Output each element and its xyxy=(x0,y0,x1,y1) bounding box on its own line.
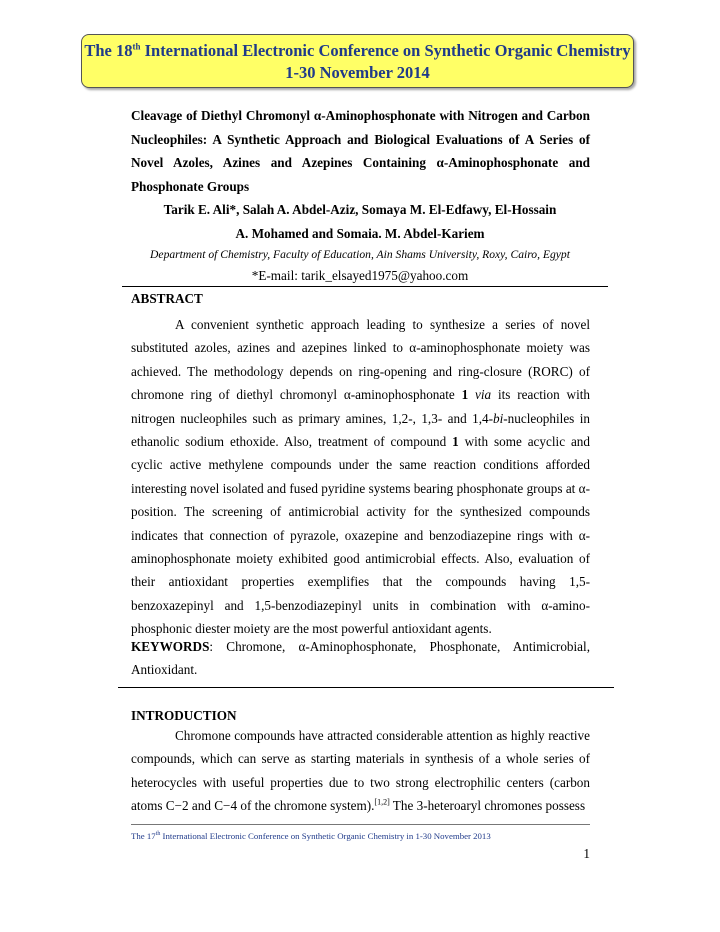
banner-line-1: The 18th International Electronic Conference on Synthetic Organic Chemistry xyxy=(84,41,631,60)
abstract-body xyxy=(131,313,590,641)
page-number: 1 xyxy=(583,846,590,861)
author-line-1: Tarik E. Ali*, Salah A. Abdel-Aziz, Somaya M. El-Edfawy, El-Hossain xyxy=(163,202,557,217)
keywords xyxy=(131,635,590,682)
divider-middle xyxy=(118,687,614,688)
footer-note: The 17th International Electronic Conference on Synthetic Organic Chemistry in 1-30 November 2013 xyxy=(131,831,491,841)
footer-divider xyxy=(131,824,590,825)
introduction-paragraph: Chromone compounds have attracted considerable attention as highly reactive compounds, which can serve as starting materials in synthesis of a whole series of heterocycles with useful properties due to two strong electrophilic centers (carbon atoms C−2 and C−4 of the chromone system).[1,2] The 3-heteroaryl chromones possess xyxy=(131,728,590,814)
affiliation: Department of Chemistry, Faculty of Education, Ain Shams University, Roxy, Cairo, Egypt xyxy=(150,248,570,261)
keywords-text: : Chromone, α-Aminophosphonate, Phosphonate, Antimicrobial, Antioxidant. xyxy=(131,639,590,678)
author-list xyxy=(120,198,600,245)
banner-line-2: 1-30 November 2014 xyxy=(285,63,430,82)
citation: [1,2] xyxy=(374,797,390,807)
introduction-body xyxy=(131,724,590,818)
introduction-heading: INTRODUCTION xyxy=(131,708,237,723)
abstract-paragraph: A convenient synthetic approach leading to synthesize a series of novel substituted azoles, azines and azepines linked to α-aminophosphonate moiety was achieved. The methodology depends on ring-opening and ring-closure (RORC) of chromone ring of diethyl chromonyl α-aminophosphonate 1 via its reaction with nitrogen nucleophiles such as primary amines, 1,2-, 1,3- and 1,4-bi-nucleophiles in ethanolic sodium ethoxide. Also, treatment of compound 1 with some acyclic and cyclic active methylene compounds under the same reaction conditions afforded interesting novel isolated and fused pyridine systems bearing phosphonate groups at α-position. The screening of antimicrobial activity for the synthesized compounds indicates that connection of pyrazole, oxazepine and benzodiazepine rings with α-aminophosphonate moiety exhibited good antimicrobial effects. Also, evaluation of their antioxidant properties exemplifies that the compounds having 1,5-benzoxazepinyl and 1,5-benzodiazepinyl units in combination with α-amino-phosphonic diester moiety are the most powerful antioxidant agents. xyxy=(131,317,590,637)
divider-top xyxy=(122,286,608,287)
author-line-2: A. Mohamed and Somaia. M. Abdel-Kariem xyxy=(235,225,485,241)
keywords-label: KEYWORDS xyxy=(131,639,210,654)
abstract-heading: ABSTRACT xyxy=(131,291,203,306)
conference-banner xyxy=(81,34,634,88)
contact-email: *E-mail: tarik_elsayed1975@yahoo.com xyxy=(251,268,469,283)
paper-title: Cleavage of Diethyl Chromonyl α-Aminophosphonate with Nitrogen and Carbon Nucleophiles: A Synthetic Approach and Biological Evaluations of A Series of Novel Azoles, Azines and Azepines Containing α-Aminophosphonate and Phosphonate Groups xyxy=(131,108,590,194)
